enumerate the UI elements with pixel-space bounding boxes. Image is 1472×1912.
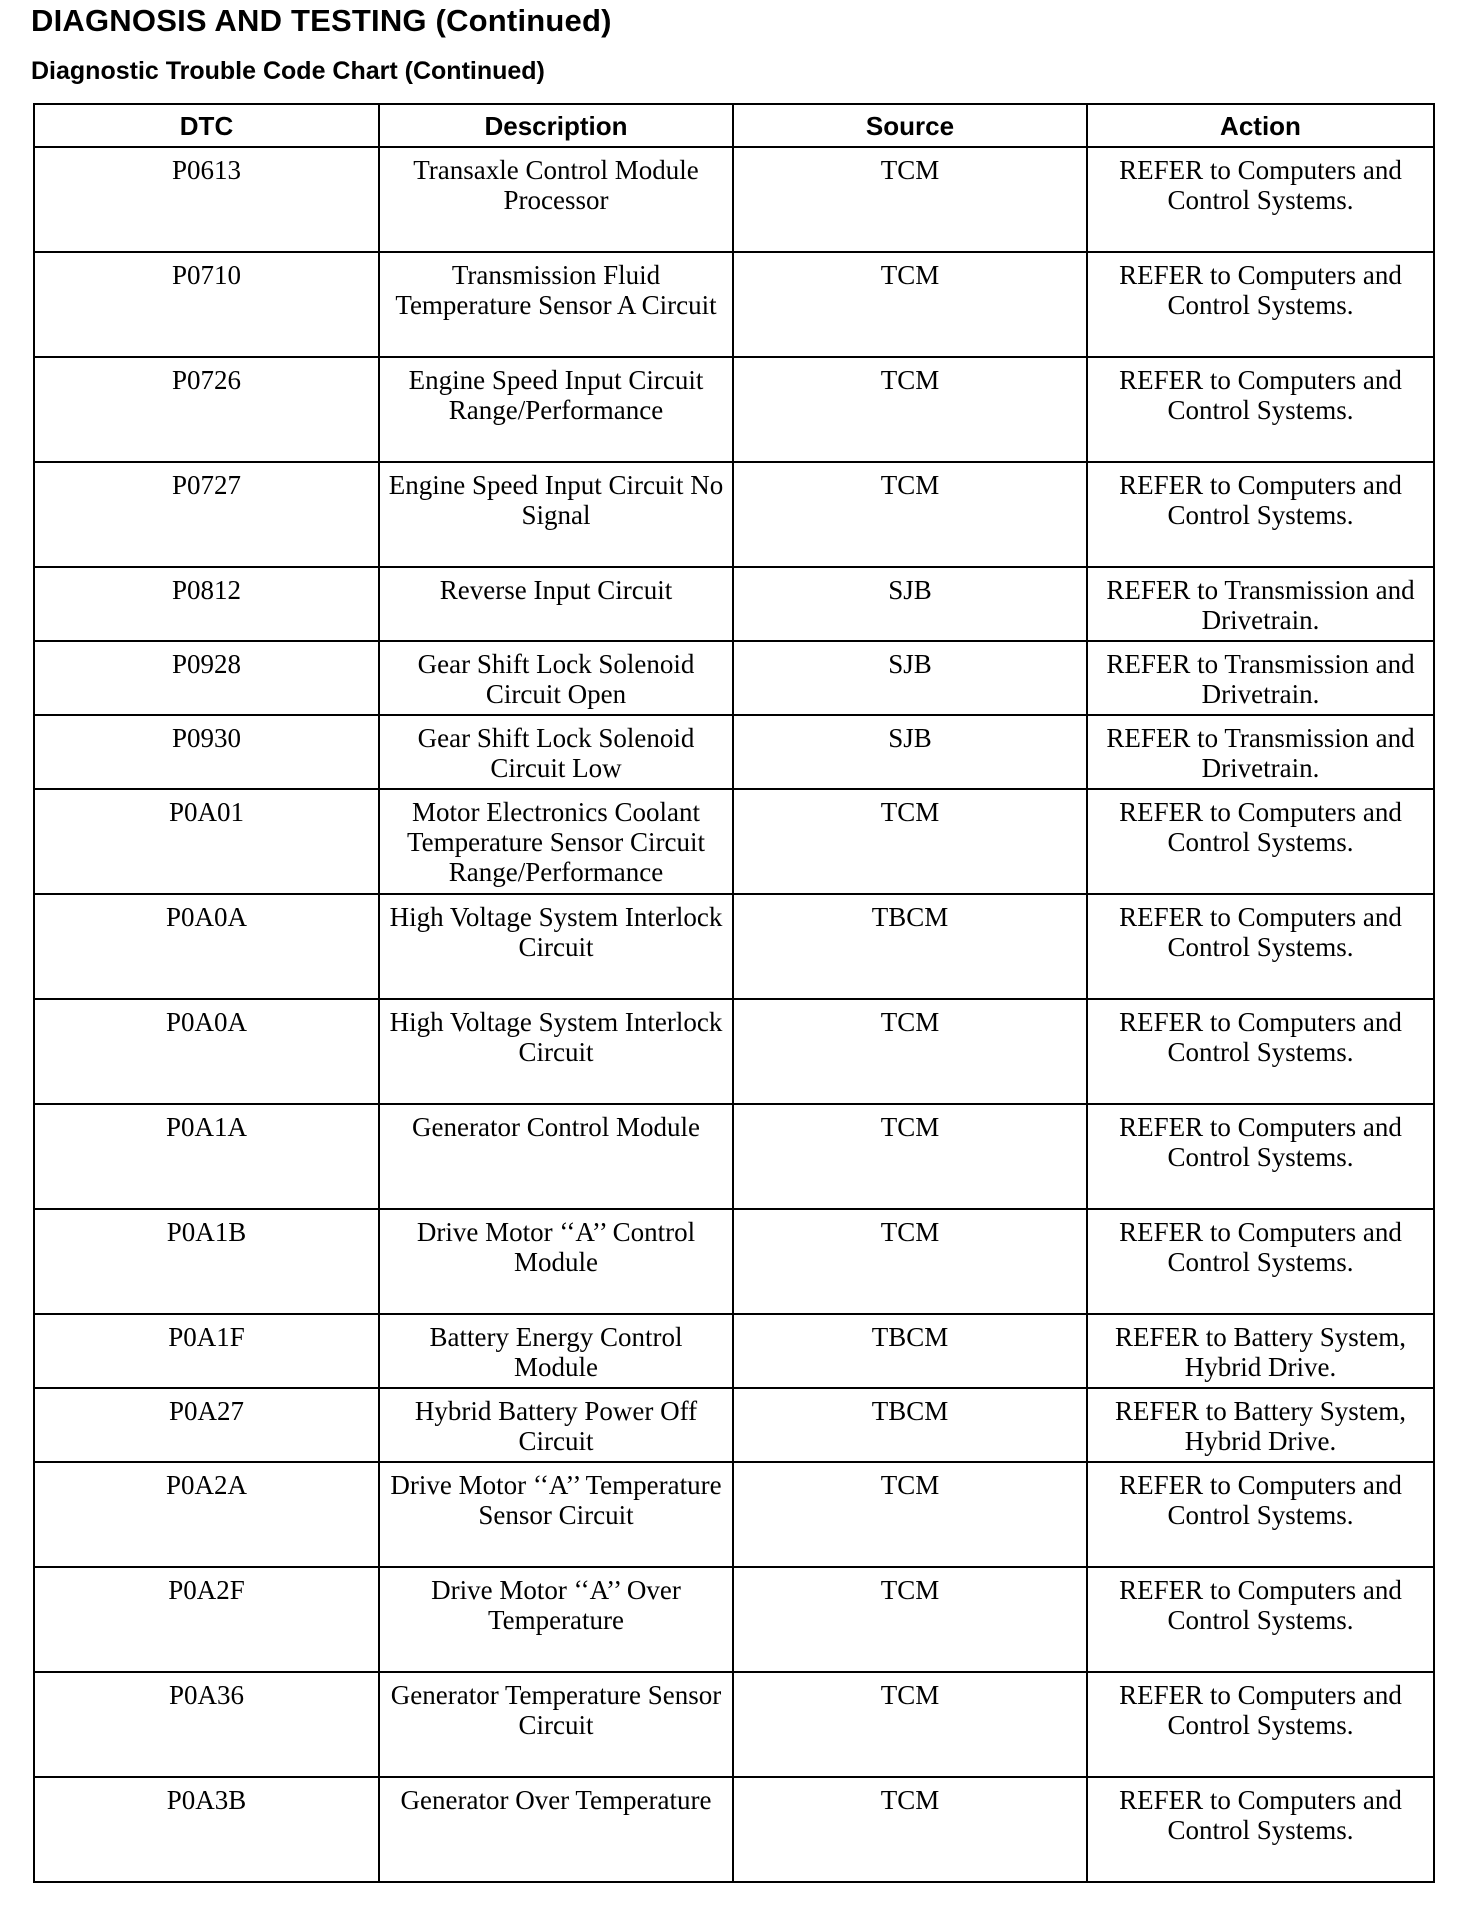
source-cell: TCM (733, 252, 1087, 357)
description-text: High Voltage System Interlock Circuit (389, 1007, 723, 1067)
source-cell: SJB (733, 715, 1087, 789)
table-row (34, 641, 1434, 715)
dtc-cell: P0812 (34, 567, 379, 641)
description-cell (379, 1462, 733, 1567)
action-text: REFER to Battery System, Hybrid Drive. (1114, 1396, 1406, 1456)
dtc-cell: P0727 (34, 462, 379, 567)
table-row (34, 1209, 1434, 1314)
description-cell (379, 1104, 733, 1209)
action-cell (1087, 567, 1434, 641)
source-cell: TBCM (733, 894, 1087, 999)
action-text: REFER to Computers and Control Systems. (1119, 797, 1402, 857)
action-text: REFER to Computers and Control Systems. (1119, 1112, 1402, 1172)
action-text: REFER to Computers and Control Systems. (1119, 1575, 1402, 1635)
description-text: Engine Speed Input Circuit Range/Performance (408, 365, 704, 425)
dtc-cell: P0A1B (34, 1209, 379, 1314)
action-cell (1087, 1777, 1434, 1882)
table-row (34, 894, 1434, 999)
table-row (34, 999, 1434, 1104)
table-row (34, 1104, 1434, 1209)
source-cell: TCM (733, 357, 1087, 462)
table-row (34, 1567, 1434, 1672)
dtc-cell: P0A1F (34, 1314, 379, 1388)
description-text: Reverse Input Circuit (439, 575, 673, 605)
table-row (34, 147, 1434, 252)
action-cell (1087, 1567, 1434, 1672)
action-cell (1087, 1314, 1434, 1388)
table-row (34, 357, 1434, 462)
dtc-cell: P0A0A (34, 999, 379, 1104)
description-text: Generator Control Module (412, 1112, 700, 1142)
dtc-cell: P0A1A (34, 1104, 379, 1209)
dtc-cell: P0A3B (34, 1777, 379, 1882)
table-row (34, 1388, 1434, 1462)
source-cell: TBCM (733, 1314, 1087, 1388)
table-row (34, 1672, 1434, 1777)
description-text: High Voltage System Interlock Circuit (389, 902, 723, 962)
source-cell: TCM (733, 1672, 1087, 1777)
description-text: Transaxle Control Module Processor (413, 155, 699, 215)
action-text: REFER to Computers and Control Systems. (1119, 260, 1402, 320)
action-cell (1087, 462, 1434, 567)
description-text: Hybrid Battery Power Off Circuit (414, 1396, 698, 1456)
action-cell (1087, 1209, 1434, 1314)
header-action: Action (1087, 104, 1434, 147)
source-cell: SJB (733, 641, 1087, 715)
description-cell (379, 1567, 733, 1672)
action-text: REFER to Transmission and Drivetrain. (1106, 575, 1415, 635)
action-text: REFER to Computers and Control Systems. (1119, 1680, 1402, 1740)
dtc-cell: P0930 (34, 715, 379, 789)
description-cell (379, 462, 733, 567)
action-text: REFER to Computers and Control Systems. (1119, 470, 1402, 530)
source-cell: TBCM (733, 1388, 1087, 1462)
dtc-cell: P0A01 (34, 789, 379, 894)
table-row (34, 1314, 1434, 1388)
table-row (34, 567, 1434, 641)
description-cell (379, 147, 733, 252)
description-text: Generator Over Temperature (400, 1785, 712, 1815)
source-cell: TCM (733, 789, 1087, 894)
dtc-cell: P0726 (34, 357, 379, 462)
description-text: Drive Motor ‘‘A’’ Temperature Sensor Circuit (390, 1470, 722, 1530)
dtc-cell: P0A0A (34, 894, 379, 999)
table-row (34, 1462, 1434, 1567)
description-cell (379, 1314, 733, 1388)
description-cell (379, 789, 733, 894)
action-cell (1087, 1462, 1434, 1567)
table-row (34, 462, 1434, 567)
source-cell: TCM (733, 462, 1087, 567)
page-title: DIAGNOSIS AND TESTING (Continued) (31, 3, 612, 38)
dtc-cell: P0A27 (34, 1388, 379, 1462)
source-cell: TCM (733, 1104, 1087, 1209)
description-text: Gear Shift Lock Solenoid Circuit Open (417, 649, 695, 709)
description-cell (379, 1388, 733, 1462)
action-cell (1087, 1672, 1434, 1777)
description-cell (379, 715, 733, 789)
table-row (34, 715, 1434, 789)
action-text: REFER to Transmission and Drivetrain. (1106, 723, 1415, 783)
description-text: Battery Energy Control Module (429, 1322, 683, 1382)
description-cell (379, 1777, 733, 1882)
description-cell (379, 252, 733, 357)
action-text: REFER to Computers and Control Systems. (1119, 365, 1402, 425)
dtc-cell: P0A2A (34, 1462, 379, 1567)
action-text: REFER to Computers and Control Systems. (1119, 902, 1402, 962)
description-text: Drive Motor ‘‘A’’ Control Module (416, 1217, 696, 1277)
dtc-cell: P0710 (34, 252, 379, 357)
table-row (34, 1777, 1434, 1882)
description-text: Generator Temperature Sensor Circuit (390, 1680, 722, 1740)
header-dtc: DTC (34, 104, 379, 147)
action-cell (1087, 252, 1434, 357)
source-cell: TCM (733, 1567, 1087, 1672)
description-cell (379, 567, 733, 641)
action-cell (1087, 1104, 1434, 1209)
action-text: REFER to Computers and Control Systems. (1119, 1785, 1402, 1845)
header-description: Description (379, 104, 733, 147)
source-cell: TCM (733, 1209, 1087, 1314)
action-text: REFER to Computers and Control Systems. (1119, 155, 1402, 215)
dtc-cell: P0613 (34, 147, 379, 252)
dtc-cell: P0928 (34, 641, 379, 715)
source-cell: TCM (733, 147, 1087, 252)
action-cell (1087, 999, 1434, 1104)
action-cell (1087, 641, 1434, 715)
description-cell (379, 894, 733, 999)
description-cell (379, 1209, 733, 1314)
action-text: REFER to Battery System, Hybrid Drive. (1114, 1322, 1406, 1382)
table-row (34, 789, 1434, 894)
action-cell (1087, 715, 1434, 789)
description-text: Transmission Fluid Temperature Sensor A Circuit (395, 260, 717, 320)
header-source: Source (733, 104, 1087, 147)
description-text: Motor Electronics Coolant Temperature Sensor Circuit Range/Performance (406, 797, 705, 887)
table-row (34, 252, 1434, 357)
dtc-cell: P0A36 (34, 1672, 379, 1777)
section-title: Diagnostic Trouble Code Chart (Continued) (31, 57, 545, 85)
action-text: REFER to Transmission and Drivetrain. (1106, 649, 1415, 709)
source-cell: SJB (733, 567, 1087, 641)
action-cell (1087, 1388, 1434, 1462)
action-cell (1087, 357, 1434, 462)
action-text: REFER to Computers and Control Systems. (1119, 1007, 1402, 1067)
description-cell (379, 357, 733, 462)
action-text: REFER to Computers and Control Systems. (1119, 1217, 1402, 1277)
description-text: Engine Speed Input Circuit No Signal (388, 470, 724, 530)
description-cell (379, 999, 733, 1104)
source-cell: TCM (733, 1777, 1087, 1882)
source-cell: TCM (733, 999, 1087, 1104)
action-cell (1087, 894, 1434, 999)
table-header-row (34, 104, 1434, 147)
source-cell: TCM (733, 1462, 1087, 1567)
dtc-cell: P0A2F (34, 1567, 379, 1672)
action-text: REFER to Computers and Control Systems. (1119, 1470, 1402, 1530)
description-text: Drive Motor ‘‘A’’ Over Temperature (431, 1575, 681, 1635)
action-cell (1087, 789, 1434, 894)
description-text: Gear Shift Lock Solenoid Circuit Low (417, 723, 695, 783)
dtc-chart-table (33, 103, 1435, 1883)
description-cell (379, 1672, 733, 1777)
action-cell (1087, 147, 1434, 252)
description-cell (379, 641, 733, 715)
